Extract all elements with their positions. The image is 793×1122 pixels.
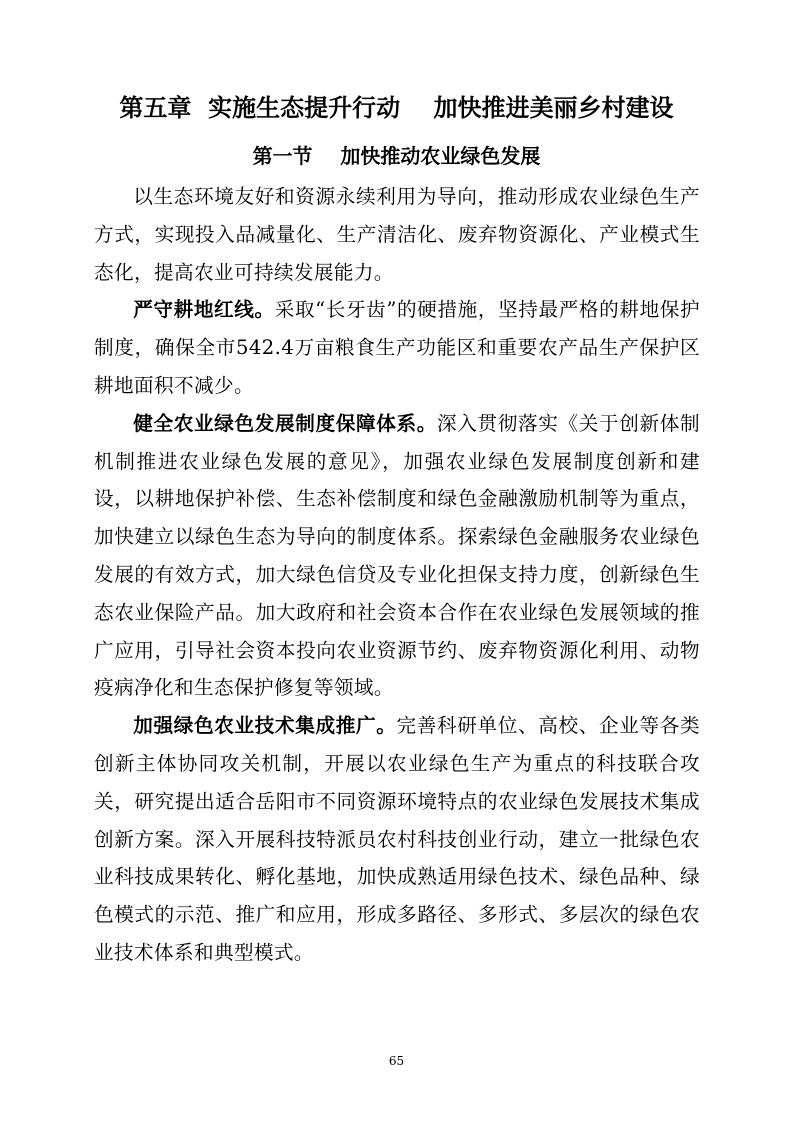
paragraph-text: 采取“长牙齿”的硬措施，坚持最严格的耕地保护制度，确保全市542.4万亩粮食生产功能区和重要农产品生产保护区耕地面积不减少。 <box>94 298 700 397</box>
page-number: 65 <box>388 1054 405 1068</box>
paragraph-lead: 加强绿色农业技术集成推广。 <box>133 714 397 738</box>
paragraph-text: 以生态环境友好和资源永续利用为导向，推动形成农业绿色生产方式，实现投入品减量化、生产清洁化、废弃物资源化、产业模式生态化，提高农业可持续发展能力。 <box>94 185 700 284</box>
section-title: 第一节 加快推动农业绿色发展 <box>252 144 541 168</box>
paragraph-text: 完善科研单位、高校、企业等各类创新主体协同攻关机制，开展以农业绿色生产为重点的科技联合攻关，研究提出适合岳阳市不同资源环境特点的农业绿色发展技术集成创新方案。深入开展科技特派员农村科技创业行动，建立一批绿色农业科技成果转化、孵化基地，加快成熟适用绿色技术、绿色品种、绿色模式的示范、推广和应用，形成多路径、多形式、多层次的绿色农业技术体系和典型模式。 <box>94 714 700 964</box>
paragraph-intro <box>94 178 700 291</box>
chapter-title: 第五章 实施生态提升行动 加快推进美丽乡村建设 <box>119 94 674 122</box>
body-text <box>94 178 700 972</box>
paragraph-green-tech <box>94 707 700 972</box>
paragraph-lead: 严守耕地红线。 <box>133 298 275 322</box>
paragraph-green-system <box>94 405 700 707</box>
paragraph-lead: 健全农业绿色发展制度保障体系。 <box>133 411 437 435</box>
paragraph-text: 深入贯彻落实《关于创新体制机制推进农业绿色发展的意见》，加强农业绿色发展制度创新和建设，以耕地保护补偿、生态补偿制度和绿色金融激励机制等为重点，加快建立以绿色生态为导向的制度体系。探索绿色金融服务农业绿色发展的有效方式，加大绿色信贷及专业化担保支持力度，创新绿色生态农业保险产品。加大政府和社会资本合作在农业绿色发展领域的推广应用，引导社会资本投向农业资源节约、废弃物资源化利用、动物疫病净化和生态保护修复等领域。 <box>94 411 701 700</box>
paragraph-farmland-red-line <box>94 291 700 404</box>
